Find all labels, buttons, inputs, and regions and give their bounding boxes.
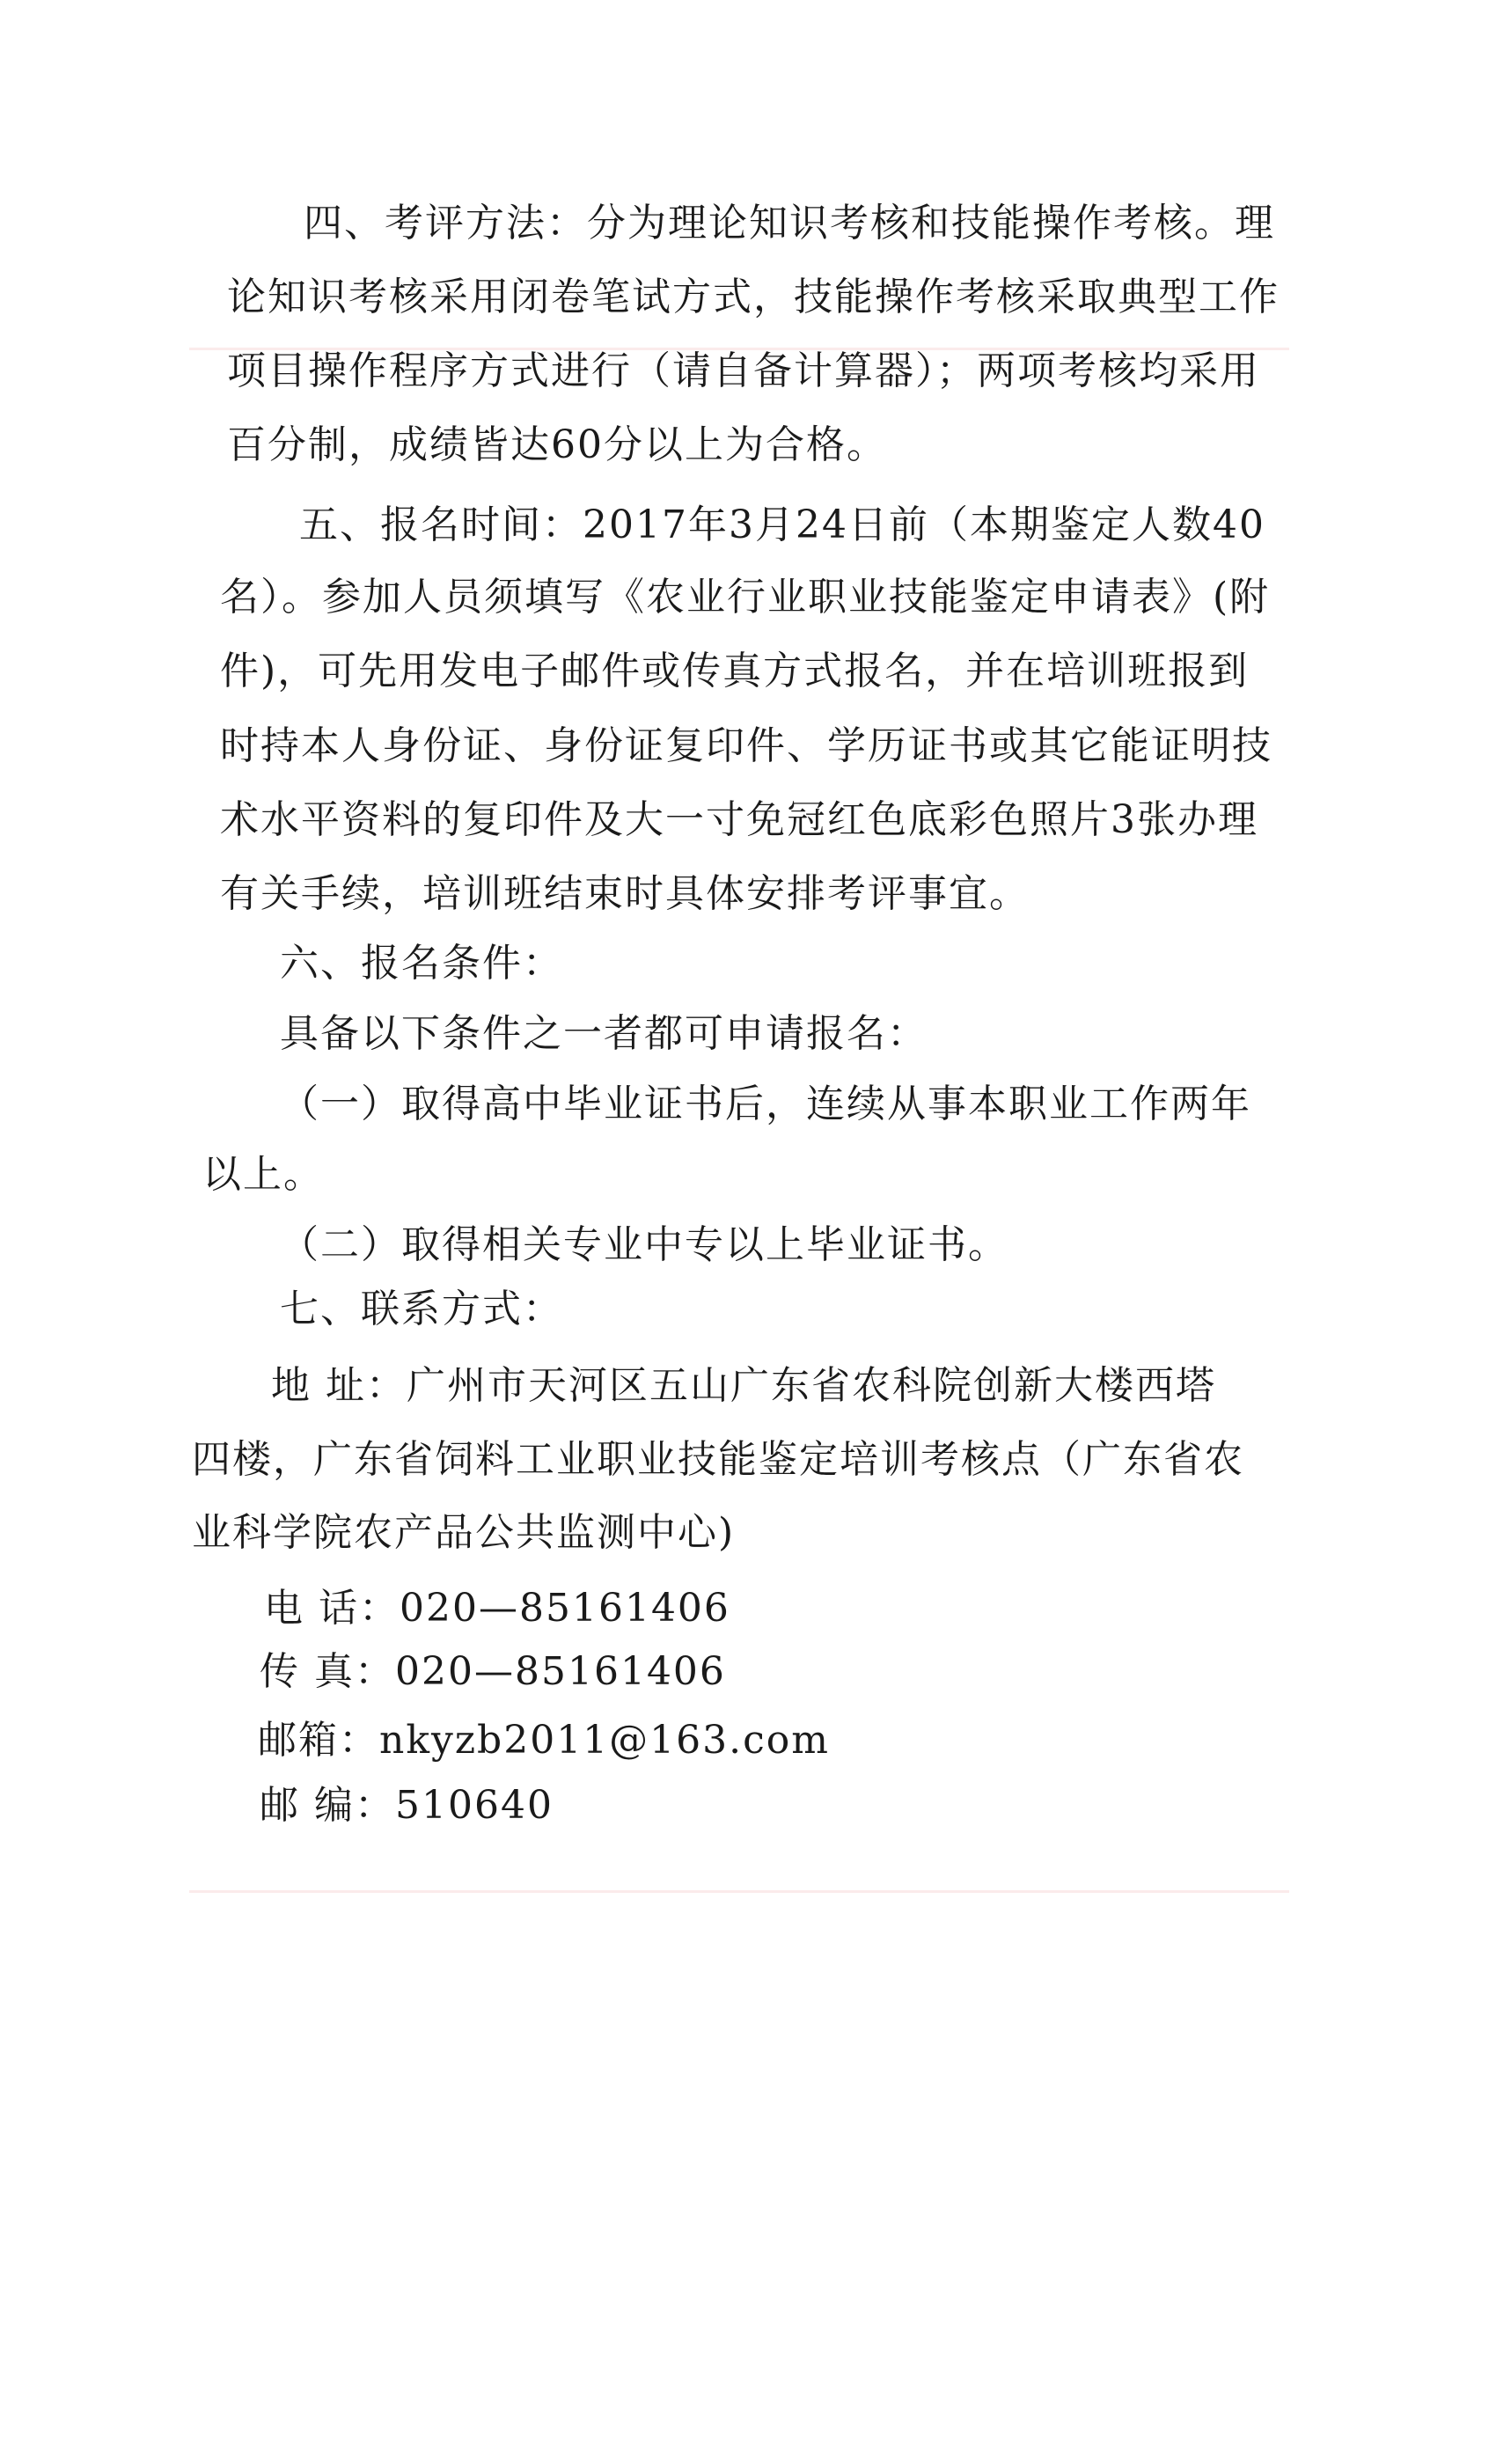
condition-item: （一）取得高中毕业证书后，连续从事本职业工作两年 [280,1082,1251,1126]
paragraph-line: 术水平资料的复印件及大一寸免冠红色底彩色照片3张办理 [220,797,1258,842]
condition-item: （二）取得相关专业中专以上毕业证书。 [280,1222,1008,1267]
contact-phone: 电 话：020—85161406 [264,1586,730,1631]
contact-email: 邮箱：nkyzb2011@163.com [258,1718,831,1763]
paragraph-line: 百分制，成绩皆达60分以上为合格。 [227,422,887,467]
bleed-through-rule [189,1890,1289,1893]
paragraph-line: 时持本人身份证、身份证复印件、学历证书或其它能证明技 [220,723,1272,768]
section-heading-registration-time: 五、报名时间：2017年3月24日前（本期鉴定人数40 [299,502,1265,547]
paragraph-line: 业科学院农产品公共监测中心) [192,1510,736,1555]
contact-postcode: 邮 编：510640 [260,1783,554,1828]
paragraph-line: 有关手续，培训班结束时具体安排考评事宜。 [220,871,1030,916]
paragraph-line: 名）。参加人员须填写《农业行业职业技能鉴定申请表》(附 [220,575,1271,620]
paragraph-line: 具备以下条件之一者都可申请报名： [280,1011,928,1056]
paragraph-line: 四楼，广东省饲料工业职业技能鉴定培训考核点（广东省农 [192,1437,1244,1482]
section-heading-registration-conditions: 六、报名条件： [280,941,563,986]
contact-fax: 传 真：020—85161406 [260,1649,726,1694]
paragraph-line: 论知识考核采用闭卷笔试方式，技能操作考核采取典型工作 [227,275,1280,319]
section-heading-assessment-method: 四、考评方法：分为理论知识考核和技能操作考核。理 [304,201,1275,246]
paragraph-line: 件)，可先用发电子邮件或传真方式报名，并在培训班报到 [220,649,1250,693]
contact-address: 地 址：广州市天河区五山广东省农科院创新大楼西塔 [271,1363,1216,1408]
paragraph-line: 项目操作程序方式进行（请自备计算器）；两项考核均采用 [227,348,1260,393]
paragraph-line: 以上。 [202,1152,324,1197]
section-heading-contact: 七、联系方式： [280,1287,563,1331]
